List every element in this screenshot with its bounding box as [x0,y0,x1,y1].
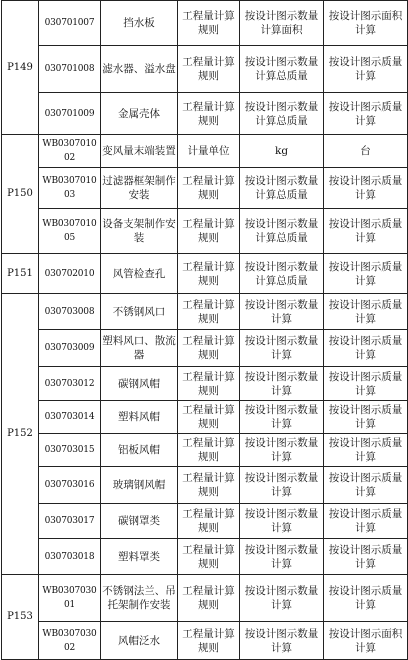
table-row [2,1,408,46]
item-name-cell: 塑料风帽 [101,401,178,434]
rule-cell: 工程量计算规则 [178,330,240,367]
rule-cell: 工程量计算规则 [178,401,240,434]
report-cell: 按设计图示质量计算 [324,367,408,401]
table-row [2,135,408,168]
rule-cell: 工程量计算规则 [178,539,240,575]
calc-cell: 按设计图示数量计算 [240,504,324,539]
table-row [2,46,408,93]
calc-cell: 按设计图示数量计算 [240,294,324,330]
item-code-cell: WB030701005 [39,209,101,254]
page-ref-cell: P151 [2,254,39,294]
page-ref-cell: P153 [2,575,39,660]
table-row [2,168,408,209]
rule-cell: 工程量计算规则 [178,504,240,539]
table-row [2,209,408,254]
report-cell: 按设计图示质量计算 [324,467,408,504]
report-cell: 按设计图示质量计算 [324,504,408,539]
item-name-cell: 铝板风帽 [101,434,178,467]
calc-cell: 按设计图示数量计算总质量 [240,93,324,135]
table-row [2,294,408,330]
report-cell: 按设计图示质量计算 [324,401,408,434]
rule-cell: 工程量计算规则 [178,294,240,330]
item-code-cell: 030703009 [39,330,101,367]
report-cell: 按设计图示质量计算 [324,168,408,209]
item-code-cell: 030703012 [39,367,101,401]
table-row [2,539,408,575]
item-name-cell: 过滤器框架制作安装 [101,168,178,209]
table-row [2,401,408,434]
table-row [2,254,408,294]
report-cell: 按设计图示面积计算 [324,622,408,660]
item-name-cell: 玻璃钢风帽 [101,467,178,504]
table-row [2,367,408,401]
item-code-cell: 030701008 [39,46,101,93]
calc-cell: 按设计图示数量计算 [240,622,324,660]
calc-cell: 按设计图示数量计算 [240,330,324,367]
rule-cell: 工程量计算规则 [178,254,240,294]
rule-cell: 工程量计算规则 [178,575,240,622]
table-row [2,467,408,504]
table-row [2,622,408,660]
calc-cell: 按设计图示数量计算 [240,367,324,401]
item-name-cell: 风帽泛水 [101,622,178,660]
item-name-cell: 塑料风口、散流器 [101,330,178,367]
item-name-cell: 风管检查孔 [101,254,178,294]
calc-cell: 按设计图示数量计算总质量 [240,46,324,93]
item-name-cell: 设备支架制作安装 [101,209,178,254]
rule-cell: 工程量计算规则 [178,434,240,467]
report-cell: 按设计图示质量计算 [324,209,408,254]
item-code-cell: WB030703002 [39,622,101,660]
calc-cell: 按设计图示数量计算总质量 [240,254,324,294]
rule-cell: 工程量计算规则 [178,467,240,504]
page-ref-cell: P150 [2,135,39,254]
item-name-cell: 金属壳体 [101,93,178,135]
rule-cell: 工程量计算规则 [178,168,240,209]
item-code-cell: WB030701003 [39,168,101,209]
report-cell: 按设计图示质量计算 [324,254,408,294]
item-name-cell: 碳钢风帽 [101,367,178,401]
item-name-cell: 不锈钢风口 [101,294,178,330]
item-code-cell: 030703015 [39,434,101,467]
item-code-cell: WB030703001 [39,575,101,622]
report-cell: 按设计图示质量计算 [324,434,408,467]
rule-cell: 工程量计算规则 [178,622,240,660]
item-code-cell: 030703016 [39,467,101,504]
item-code-cell: 030703014 [39,401,101,434]
item-code-cell: WB030701002 [39,135,101,168]
item-code-cell: 030702010 [39,254,101,294]
table-row [2,575,408,622]
item-name-cell: 碳钢罩类 [101,504,178,539]
calc-cell: 按设计图示数量计算 [240,467,324,504]
item-name-cell: 变风量末端装置 [101,135,178,168]
quantity-rules-table [1,0,408,660]
report-cell: 按设计图示质量计算 [324,93,408,135]
report-cell: 按设计图示质量计算 [324,575,408,622]
table-row [2,504,408,539]
report-cell: 按设计图示面积计算 [324,1,408,46]
rule-cell: 工程量计算规则 [178,46,240,93]
page-ref-cell: P149 [2,1,39,135]
calc-cell: 按设计图示数量计算总质量 [240,209,324,254]
item-name-cell: 不锈钢法兰、吊托架制作安装 [101,575,178,622]
unit-header-cell: 计量单位 [178,135,240,168]
report-cell: 按设计图示质量计算 [324,330,408,367]
rule-cell: 工程量计算规则 [178,209,240,254]
item-code-cell: 030701009 [39,93,101,135]
item-code-cell: 030703008 [39,294,101,330]
report-cell: 按设计图示质量计算 [324,46,408,93]
calc-cell: 按设计图示数量计算 [240,575,324,622]
table-row [2,434,408,467]
table-row [2,330,408,367]
table-row [2,93,408,135]
calc-cell: 按设计图示数量计算面积 [240,1,324,46]
calc-cell: 按设计图示数量计算总质量 [240,168,324,209]
page-ref-cell: P152 [2,294,39,575]
report-cell: 按设计图示质量计算 [324,539,408,575]
rule-cell: 工程量计算规则 [178,367,240,401]
item-code-cell: 030703017 [39,504,101,539]
report-cell: 按设计图示质量计算 [324,294,408,330]
item-code-cell: 030703018 [39,539,101,575]
item-code-cell: 030701007 [39,1,101,46]
item-name-cell: 滤水器、溢水盘 [101,46,178,93]
rule-cell: 工程量计算规则 [178,93,240,135]
calc-cell: 按设计图示数量计算 [240,401,324,434]
item-name-cell: 塑料罩类 [101,539,178,575]
item-name-cell: 挡水板 [101,1,178,46]
calc-cell: kg [240,135,324,168]
calc-cell: 按设计图示数量计算 [240,434,324,467]
rule-cell: 工程量计算规则 [178,1,240,46]
calc-cell: 按设计图示数量计算 [240,539,324,575]
report-cell: 台 [324,135,408,168]
spec-table-sheet [1,0,407,660]
